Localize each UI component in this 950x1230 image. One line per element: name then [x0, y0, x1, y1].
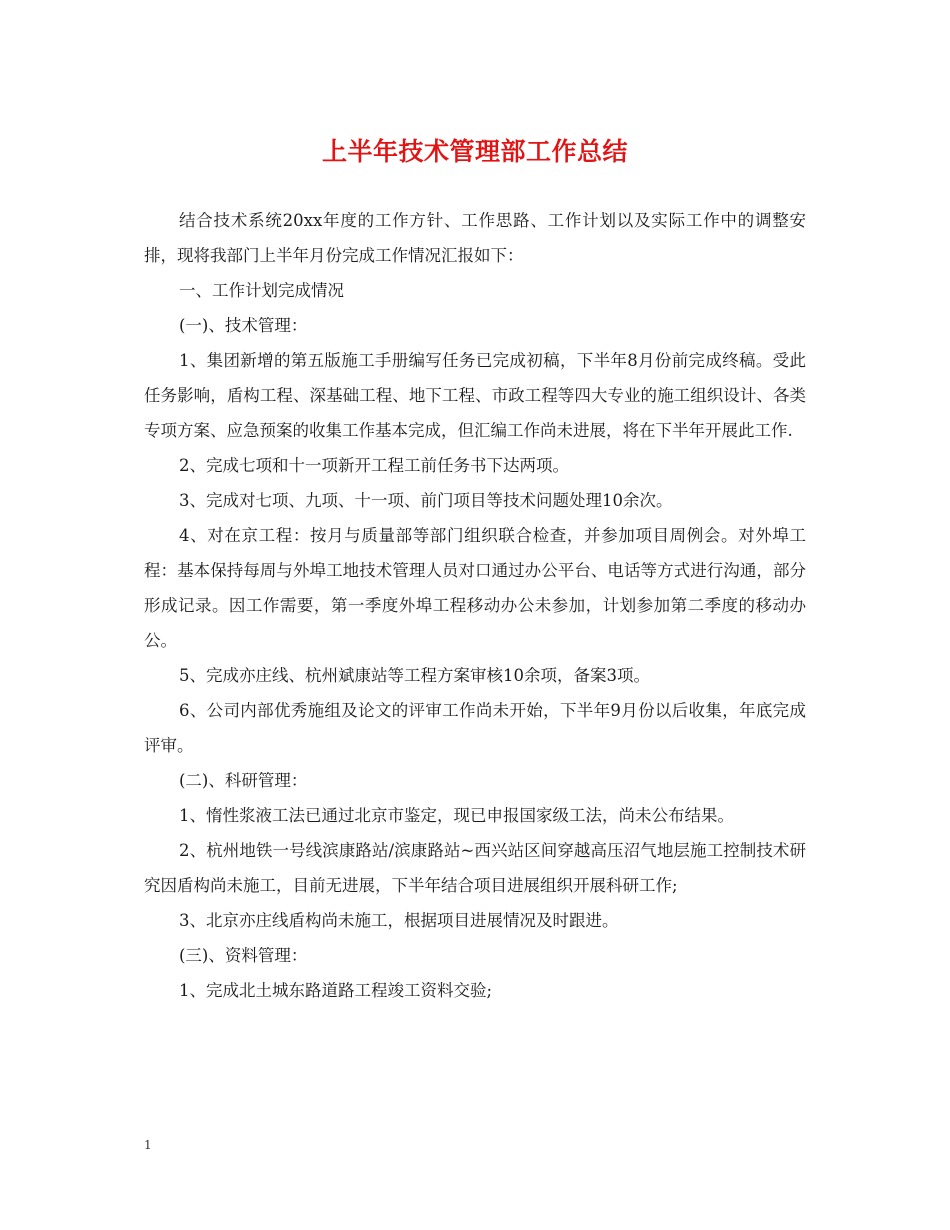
list-item-research-3: 3、北京亦庄线盾构尚未施工，根据项目进展情况及时跟进。	[179, 911, 619, 930]
list-item-tech-2: 2、完成七项和十一项新开工程工前任务书下达两项。	[179, 456, 569, 475]
list-item-tech-1: 1、集团新增的第五版施工手册编写任务已完成初稿，下半年8月份前完成终稿。受此任务影响，盾构工程、深基础工程、地下工程、市政工程等四大专业的施工组织设计、各类专项方案、应急预案的收集工作基本完成，但汇编工作尚未进展，将在下半年开展此工作.	[144, 351, 806, 440]
document-title: 上半年技术管理部工作总结	[321, 137, 628, 166]
list-item-research-2: 2、杭州地铁一号线滨康路站/滨康路站~西兴站区间穿越高压沼气地层施工控制技术研究因盾构尚未施工，目前无进展，下半年结合项目进展组织开展科研工作;	[144, 841, 806, 895]
subsection-heading-archives: (三)、资料管理：	[179, 946, 308, 965]
document-body	[144, 203, 806, 1008]
paragraph-intro: 结合技术系统20xx年度的工作方针、工作思路、工作计划以及实际工作中的调整安排，现将我部门上半年月份完成工作情况汇报如下：	[144, 211, 806, 265]
list-item-research-1: 1、惰性浆液工法已通过北京市鉴定，现已申报国家级工法，尚未公布结果。	[179, 806, 734, 825]
subsection-heading-tech: (一)、技术管理：	[179, 316, 308, 335]
list-item-tech-6: 6、公司内部优秀施组及论文的评审工作尚未开始，下半年9月份以后收集，年底完成评审。	[144, 701, 806, 755]
page-number: 1	[144, 1138, 152, 1152]
list-item-tech-4: 4、对在京工程：按月与质量部等部门组织联合检查，并参加项目周例会。对外埠工程：基本保持每周与外埠工地技术管理人员对口通过办公平台、电话等方式进行沟通，部分形成记录。因工作需要，第一季度外埠工程移动办公未参加，计划参加第二季度的移动办公。	[144, 526, 806, 650]
list-item-tech-3: 3、完成对七项、九项、十一项、前门项目等技术问题处理10余次。	[179, 491, 673, 510]
subsection-heading-research: (二)、科研管理：	[179, 771, 308, 790]
list-item-archives-1: 1、完成北土城东路道路工程竣工资料交验;	[179, 981, 493, 1000]
section-heading-plan: 一、工作计划完成情况	[179, 281, 344, 300]
list-item-tech-5: 5、完成亦庄线、杭州斌康站等工程方案审核10余项，备案3项。	[179, 666, 650, 685]
